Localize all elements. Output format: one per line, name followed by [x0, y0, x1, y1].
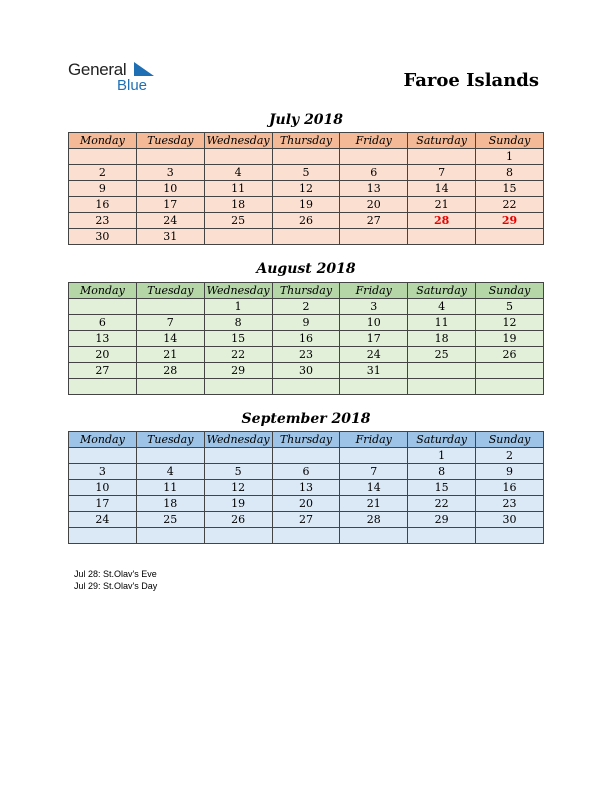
weekday-header-row [69, 283, 544, 299]
day-cell: 8 [204, 315, 272, 331]
logo [68, 60, 168, 96]
day-cell [136, 149, 204, 165]
day-cell: 30 [69, 229, 137, 245]
calendar-july [68, 132, 544, 245]
day-cell: 21 [136, 347, 204, 363]
holiday-note: Jul 29: St.Olav's Day [74, 581, 158, 591]
day-cell: 8 [476, 165, 544, 181]
weekday-header-monday: Monday [69, 133, 137, 149]
day-cell [476, 363, 544, 379]
weekday-header-tuesday: Tuesday [136, 283, 204, 299]
day-cell: 21 [340, 496, 408, 512]
day-cell: 14 [136, 331, 204, 347]
day-cell: 21 [408, 197, 476, 213]
day-cell: 17 [69, 496, 137, 512]
day-cell [69, 149, 137, 165]
day-cell: 1 [408, 448, 476, 464]
day-cell: 31 [340, 363, 408, 379]
day-cell: 19 [272, 197, 340, 213]
week-row [69, 331, 544, 347]
day-cell: 4 [136, 464, 204, 480]
day-cell: 15 [204, 331, 272, 347]
weekday-header-tuesday: Tuesday [136, 432, 204, 448]
day-cell [340, 448, 408, 464]
day-cell [69, 528, 137, 544]
day-cell [204, 448, 272, 464]
day-cell [340, 149, 408, 165]
day-cell: 28 [340, 512, 408, 528]
day-cell [272, 149, 340, 165]
holiday-note: Jul 28: St.Olav's Eve [74, 569, 157, 579]
day-cell: 17 [340, 331, 408, 347]
week-row [69, 528, 544, 544]
day-cell [204, 379, 272, 395]
weekday-header-thursday: Thursday [272, 432, 340, 448]
day-cell: 27 [69, 363, 137, 379]
day-cell [408, 149, 476, 165]
weekday-header-sunday: Sunday [476, 432, 544, 448]
holiday-notes [74, 568, 157, 592]
day-cell: 6 [340, 165, 408, 181]
calendar-september [68, 431, 544, 544]
day-cell [408, 229, 476, 245]
day-cell [272, 528, 340, 544]
day-cell: 12 [476, 315, 544, 331]
day-cell [136, 299, 204, 315]
day-cell: 8 [408, 464, 476, 480]
day-cell: 22 [204, 347, 272, 363]
weekday-header-wednesday: Wednesday [204, 133, 272, 149]
day-cell: 4 [408, 299, 476, 315]
day-cell [69, 299, 137, 315]
day-cell: 16 [272, 331, 340, 347]
weekday-header-sunday: Sunday [476, 133, 544, 149]
day-cell: 22 [476, 197, 544, 213]
day-cell: 17 [136, 197, 204, 213]
day-cell [476, 528, 544, 544]
weekday-header-tuesday: Tuesday [136, 133, 204, 149]
day-cell: 19 [476, 331, 544, 347]
day-cell: 25 [204, 213, 272, 229]
day-cell: 18 [136, 496, 204, 512]
day-cell [204, 149, 272, 165]
day-cell: 11 [408, 315, 476, 331]
day-cell: 30 [476, 512, 544, 528]
week-row [69, 448, 544, 464]
week-row [69, 347, 544, 363]
day-cell: 16 [69, 197, 137, 213]
calendar-august [68, 282, 544, 395]
day-cell: 26 [476, 347, 544, 363]
day-cell [69, 379, 137, 395]
day-cell: 27 [272, 512, 340, 528]
week-row [69, 165, 544, 181]
day-cell: 18 [204, 197, 272, 213]
day-cell: 16 [476, 480, 544, 496]
day-cell: 28 [136, 363, 204, 379]
day-cell [204, 528, 272, 544]
day-cell: 13 [340, 181, 408, 197]
day-cell: 7 [136, 315, 204, 331]
day-cell [408, 528, 476, 544]
day-cell: 26 [204, 512, 272, 528]
week-row [69, 496, 544, 512]
day-cell: 23 [476, 496, 544, 512]
month-title-september: September 2018 [241, 411, 371, 427]
day-cell: 11 [136, 480, 204, 496]
day-cell: 10 [69, 480, 137, 496]
day-cell: 6 [272, 464, 340, 480]
day-cell: 23 [69, 213, 137, 229]
day-cell: 9 [69, 181, 137, 197]
day-cell: 1 [476, 149, 544, 165]
weekday-header-saturday: Saturday [408, 432, 476, 448]
day-cell: 2 [69, 165, 137, 181]
day-cell [272, 448, 340, 464]
day-cell: 7 [408, 165, 476, 181]
week-row [69, 480, 544, 496]
day-cell [408, 379, 476, 395]
day-cell [69, 448, 137, 464]
day-cell: 28 [408, 213, 476, 229]
day-cell: 15 [408, 480, 476, 496]
day-cell: 22 [408, 496, 476, 512]
weekday-header-thursday: Thursday [272, 283, 340, 299]
day-cell: 26 [272, 213, 340, 229]
week-row [69, 149, 544, 165]
month-title-july: July 2018 [268, 112, 344, 128]
day-cell: 2 [476, 448, 544, 464]
logo-triangle-icon [134, 62, 154, 76]
week-row [69, 229, 544, 245]
day-cell: 29 [408, 512, 476, 528]
weekday-header-sunday: Sunday [476, 283, 544, 299]
weekday-header-monday: Monday [69, 432, 137, 448]
day-cell [476, 229, 544, 245]
day-cell: 20 [340, 197, 408, 213]
day-cell: 30 [272, 363, 340, 379]
day-cell: 29 [476, 213, 544, 229]
logo-text-general: General [68, 60, 127, 79]
day-cell [476, 379, 544, 395]
day-cell: 3 [340, 299, 408, 315]
week-row [69, 379, 544, 395]
day-cell: 24 [340, 347, 408, 363]
day-cell: 9 [272, 315, 340, 331]
weekday-header-row [69, 432, 544, 448]
day-cell: 15 [476, 181, 544, 197]
day-cell [340, 229, 408, 245]
day-cell [340, 379, 408, 395]
weekday-header-friday: Friday [340, 283, 408, 299]
day-cell: 2 [272, 299, 340, 315]
day-cell: 20 [69, 347, 137, 363]
day-cell: 27 [340, 213, 408, 229]
day-cell: 25 [136, 512, 204, 528]
weekday-header-saturday: Saturday [408, 283, 476, 299]
day-cell: 5 [272, 165, 340, 181]
day-cell [136, 448, 204, 464]
day-cell [136, 528, 204, 544]
weekday-header-monday: Monday [69, 283, 137, 299]
day-cell [408, 363, 476, 379]
day-cell: 7 [340, 464, 408, 480]
weekday-header-friday: Friday [340, 133, 408, 149]
logo-text-blue: Blue [117, 77, 148, 94]
day-cell [272, 379, 340, 395]
day-cell [136, 379, 204, 395]
day-cell: 24 [69, 512, 137, 528]
day-cell: 3 [136, 165, 204, 181]
week-row [69, 213, 544, 229]
weekday-header-wednesday: Wednesday [204, 283, 272, 299]
day-cell: 14 [340, 480, 408, 496]
day-cell: 6 [69, 315, 137, 331]
week-row [69, 363, 544, 379]
week-row [69, 299, 544, 315]
weekday-header-saturday: Saturday [408, 133, 476, 149]
country-title: Faroe Islands [403, 70, 539, 91]
weekday-header-wednesday: Wednesday [204, 432, 272, 448]
day-cell: 9 [476, 464, 544, 480]
day-cell: 5 [204, 464, 272, 480]
day-cell [204, 229, 272, 245]
day-cell: 31 [136, 229, 204, 245]
weekday-header-thursday: Thursday [272, 133, 340, 149]
day-cell: 14 [408, 181, 476, 197]
month-title-august: August 2018 [256, 261, 356, 277]
day-cell: 10 [340, 315, 408, 331]
day-cell: 13 [272, 480, 340, 496]
week-row [69, 197, 544, 213]
day-cell: 25 [408, 347, 476, 363]
day-cell: 12 [272, 181, 340, 197]
day-cell [272, 229, 340, 245]
day-cell: 4 [204, 165, 272, 181]
day-cell: 24 [136, 213, 204, 229]
day-cell: 11 [204, 181, 272, 197]
day-cell: 29 [204, 363, 272, 379]
day-cell [340, 528, 408, 544]
day-cell: 20 [272, 496, 340, 512]
week-row [69, 464, 544, 480]
day-cell: 18 [408, 331, 476, 347]
day-cell: 1 [204, 299, 272, 315]
day-cell: 19 [204, 496, 272, 512]
weekday-header-row [69, 133, 544, 149]
week-row [69, 512, 544, 528]
day-cell: 3 [69, 464, 137, 480]
day-cell: 23 [272, 347, 340, 363]
day-cell: 13 [69, 331, 137, 347]
week-row [69, 315, 544, 331]
week-row [69, 181, 544, 197]
weekday-header-friday: Friday [340, 432, 408, 448]
day-cell: 10 [136, 181, 204, 197]
day-cell: 12 [204, 480, 272, 496]
day-cell: 5 [476, 299, 544, 315]
